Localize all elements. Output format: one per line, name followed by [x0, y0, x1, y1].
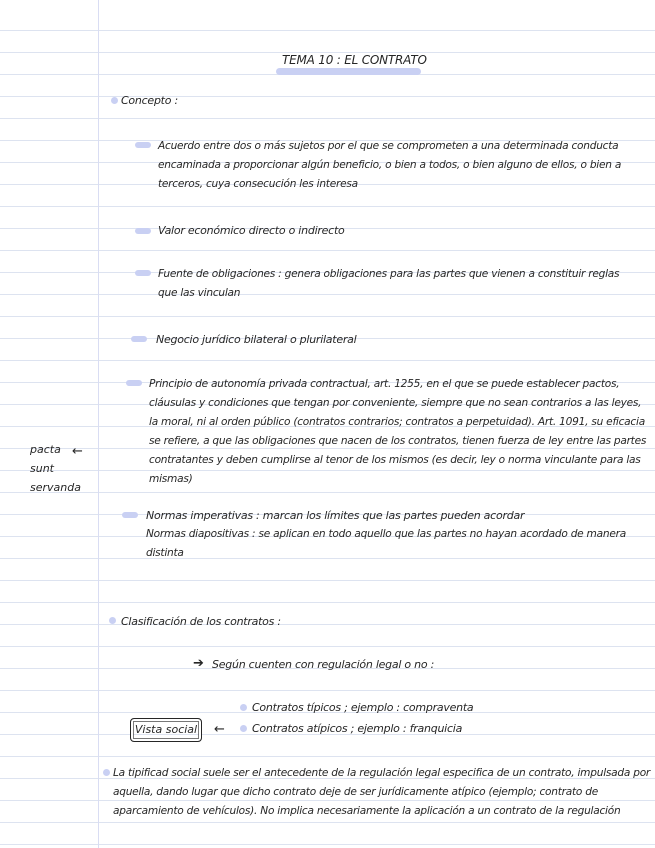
- concepto-item-acuerdo: Acuerdo entre dos o más sujetos por el que se comprometen a una determinada conducta encaminada a proporcionar algún beneficio, o bien a todos, o bien alguno de ellos, o bien a terceros, cuya consecución les interesa: [158, 140, 622, 190]
- bullet-dash-icon: [126, 380, 142, 386]
- tipificacion-paragraph: La tipificad social suele ser el antecedente de la regulación legal especifica de un contrato, impulsada por aquella, dando lugar que dicho contrato deje de ser jurídicamente atípico (ejemplo; contrato de aparcamiento de vehículos). No implica necesariamente la aplicación a un contrato de la regulación: [113, 767, 651, 817]
- concepto-item-principio: Principio de autonomía privada contractual, art. 1255, en el que se puede establecer pactos, cláusulas y condiciones que tengan por conveniente, siempre que no sean contrarios a las leyes, la moral, ni al orden público (contratos contrarios; contratos a perpetuidad). Art. 1091, su eficacia se refiere, a que las obligaciones que nacen de los contratos, tienen fuerza de ley entre las partes contratantes y deben cumplirse al tenor de los mismos (es decir, ley o norma vinculante para las mismas): [149, 378, 647, 485]
- normas-dispositivas: Normas diapositivas : se aplican en todo aquello que las partes no hayan acordado de manera distinta: [146, 528, 626, 559]
- contratos-tipicos: Contratos típicos ; ejemplo : compraventa: [252, 701, 474, 714]
- clasificacion-heading: Clasificación de los contratos :: [121, 615, 281, 628]
- vista-social-badge: Vista social: [130, 718, 202, 742]
- bullet-dash-icon: [135, 142, 151, 148]
- contratos-atipicos: Contratos atípicos ; ejemplo : franquicia: [252, 722, 463, 735]
- bullet-dot-icon: [240, 704, 247, 711]
- concepto-item-negocio: Negocio jurídico bilateral o plurilateral: [156, 333, 357, 346]
- normas-imperativas: Normas imperativas : marcan los límites que las partes pueden acordar: [146, 509, 525, 522]
- title-highlight: [276, 68, 421, 75]
- side-note-line1: pacta: [30, 443, 61, 456]
- bullet-dot-icon: [103, 769, 110, 776]
- bullet-dot-icon: [240, 725, 247, 732]
- bullet-dash-icon: [135, 228, 151, 234]
- side-note-line2: sunt: [30, 462, 54, 475]
- margin-line: [98, 0, 99, 848]
- side-note-line3: servanda: [30, 481, 81, 494]
- bullet-dot-icon: [109, 617, 116, 624]
- concepto-item-fuente: Fuente de obligaciones : genera obligaciones para las partes que vienen a constituir reglas que las vinculan: [158, 268, 620, 299]
- concepto-item-valor: Valor económico directo o indirecto: [158, 224, 345, 237]
- page-title: TEMA 10 : EL CONTRATO: [282, 53, 427, 67]
- concepto-heading: Concepto :: [121, 94, 178, 107]
- arrow-left-icon: ←: [72, 444, 83, 459]
- bullet-dash-icon: [131, 336, 147, 342]
- bullet-dash-icon: [135, 270, 151, 276]
- bullet-dash-icon: [122, 512, 138, 518]
- arrow-right-icon: ➔: [193, 656, 204, 671]
- bullet-dot-icon: [111, 97, 118, 104]
- clasificacion-subheading: Según cuenten con regulación legal o no :: [212, 658, 435, 671]
- arrow-left-icon: ←: [214, 722, 225, 737]
